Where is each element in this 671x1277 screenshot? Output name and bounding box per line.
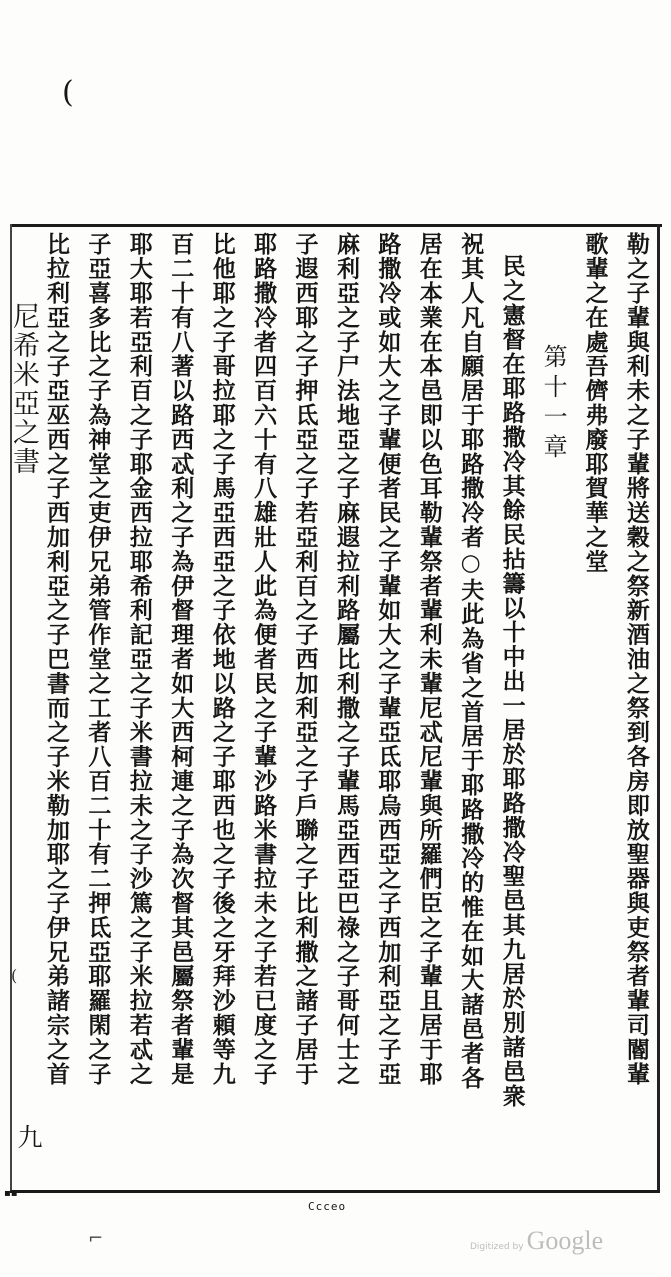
text-column: 比拉利亞之子亞巫西之子西加利亞之子巴書而之子米勒加耶之子伊兄弟諸宗之首 xyxy=(43,232,70,1086)
top-border-rule xyxy=(10,224,662,227)
text-column: 居在本業在本邑即以色耳勒輩祭者輩利未輩尼忒尼輩與所羅們臣之子輩且居于耶 xyxy=(415,232,443,1086)
text-column: 麻利亞之子尸法地亞之子麻遐拉利路屬比利撒之子輩馬亞西亞巴祿之子哥何士之 xyxy=(332,232,360,1086)
text-column: 民之憲督在耶路撒冷其餘民拈籌以十中出一居於耶路撒冷聖邑其九居於別諸邑衆 xyxy=(498,254,526,1108)
bottom-border-rule xyxy=(10,1190,660,1193)
vertical-text-block xyxy=(42,232,650,1187)
digitized-watermark xyxy=(470,1226,603,1256)
text-column: 歌輩之在處吾儕弗廢耶賀華之堂 xyxy=(581,232,609,574)
running-title: 尼希米亞之書 xyxy=(8,302,39,476)
text-column: 百二十有八著以路西忒利之子為伊督理者如大西柯連之子為次督其邑屬祭者輩是 xyxy=(167,232,195,1086)
text-column: 路撒冷或如大之子輩便者民之子輩如大之子輩亞氐耶烏西亞之子西加利亞之子亞 xyxy=(374,232,402,1086)
text-column: 子亞喜多比之子為神堂之吏伊兄弟管作堂之工者八百二十有二押氐亞耶羅閑之子 xyxy=(84,232,112,1086)
chapter-heading: 第十一章 xyxy=(539,344,568,464)
corner-dots: ▪▪ xyxy=(4,1188,18,1199)
text-column: 比他耶之子哥拉耶之子馬亞西亞之子依地以路之子耶西也之子後之牙拜沙頼等九 xyxy=(208,232,236,1086)
text-column: 勒之子輩與利未之子輩將送穀之祭新酒油之祭到各房即放聖器與吏祭者輩司閽輩 xyxy=(622,232,650,1086)
footer-signature: Ccceo xyxy=(308,1200,347,1213)
text-column: 耶大耶若亞利百之子耶金西拉耶希利記亞之子米書拉未之子沙篤之子米拉若忒之 xyxy=(125,232,153,1086)
text-column: 子遐西耶之子押氐亞之子若亞利百之子西加利亞之子戶聯之子比利撒之諸子居于 xyxy=(291,232,319,1086)
text-column: 祝其人凡自願居于耶路撒冷者○夫此為省之首居于耶路撒冷的惟在如大諸邑者各 xyxy=(457,232,485,1090)
pencil-mark: ( xyxy=(62,75,74,110)
watermark-prefix: Digitized by xyxy=(470,1242,524,1252)
margin-bracket: ( xyxy=(11,966,18,985)
page-number: 九 xyxy=(14,1124,43,1149)
text-column: 耶路撒冷者四百六十有八雄壯人此為便者民之子輩沙路米書拉未之子若已度之子 xyxy=(250,232,278,1086)
google-logo: Google xyxy=(526,1226,604,1255)
pencil-tick: ⌐ xyxy=(88,1228,104,1249)
right-border-rule xyxy=(657,224,660,1193)
